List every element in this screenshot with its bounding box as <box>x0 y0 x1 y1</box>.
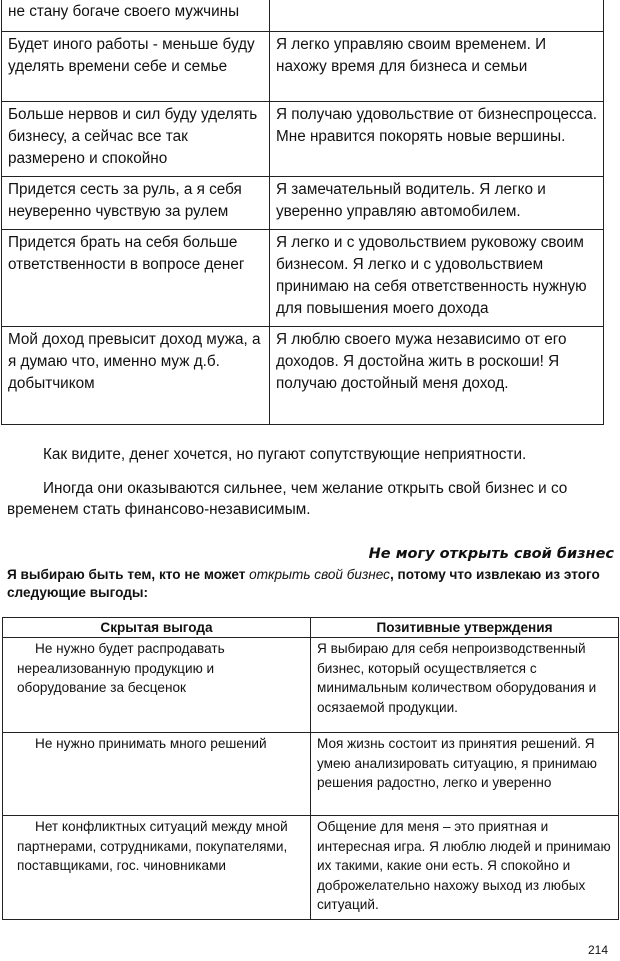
table-cell: Общение для меня – это приятная и интересная игра. Я люблю людей и принимаю их такими, какие они есть. Я спокойно и доброжелательно нахожу выход из любых ситуаций. <box>311 816 619 920</box>
table-row <box>2 177 604 230</box>
table-cell: Нет конфликтных ситуаций между мной партнерами, сотрудниками, покупателями, поставщиками, гос. чиновниками <box>3 816 311 920</box>
table-cell: Придется брать на себя больше ответственности в вопросе денег <box>2 230 270 327</box>
column-header: Позитивные утверждения <box>311 618 619 638</box>
column-header: Скрытая выгода <box>3 618 311 638</box>
table-header-row <box>3 618 619 638</box>
table-row <box>2 32 604 102</box>
intro-text-start: Я выбираю быть тем, кто не может <box>7 567 250 582</box>
table-row <box>3 638 619 733</box>
table-cell: Не нужно принимать много решений <box>3 733 311 816</box>
paragraph-2: Иногда они оказываются сильнее, чем желание открыть свой бизнес и со временем стать финансово-независимым. <box>7 480 568 518</box>
table-cell: Придется сесть за руль, а я себя неуверенно чувствую за рулем <box>2 177 270 230</box>
beliefs-table-1 <box>1 0 604 425</box>
section-intro <box>7 566 615 602</box>
table-cell: Я получаю удовольствие от бизнеспроцесса. Мне нравится покорять новые вершины. <box>270 102 604 177</box>
table-cell: Я выбираю для себя непроизводственный бизнес, который осуществляется с минимальным количеством оборудования и осязаемой продукции. <box>311 638 619 733</box>
table-row <box>3 816 619 920</box>
table-row <box>2 230 604 327</box>
table-row <box>2 327 604 425</box>
intro-text-italic: открыть свой бизнес <box>249 567 390 582</box>
paragraph-1: Как видите, денег хочется, но пугают сопутствующие неприятности. <box>43 446 527 463</box>
table-cell: Будет иного работы - меньше буду уделять времени себе и семье <box>2 32 270 102</box>
table-cell: Мой доход превысит доход мужа, а я думаю что, именно муж д.б. добытчиком <box>2 327 270 425</box>
section-heading: Не могу открыть свой бизнес <box>368 546 614 562</box>
table-row <box>3 733 619 816</box>
table-cell: Больше нервов и сил буду уделять бизнесу, а сейчас все так размерено и спокойно <box>2 102 270 177</box>
table-cell: Я легко управляю своим временем. И нахожу время для бизнеса и семьи <box>270 32 604 102</box>
table-row <box>2 102 604 177</box>
table-cell: Я люблю своего мужа независимо от его доходов. Я достойна жить в роскоши! Я получаю достойный меня доход. <box>270 327 604 425</box>
intro-text-end: , потому что извлекаю из этого следующие выгоды: <box>7 567 600 600</box>
table-cell <box>270 0 604 32</box>
page-number: 214 <box>587 943 608 957</box>
table-cell: Я замечательный водитель. Я легко и уверенно управляю автомобилем. <box>270 177 604 230</box>
table-cell: Моя жизнь состоит из принятия решений. Я умею анализировать ситуацию, я принимаю решения радостно, легко и уверенно <box>311 733 619 816</box>
table-cell: Не нужно будет распродавать нереализованную продукцию и оборудование за бесценок <box>3 638 311 733</box>
table-row <box>2 0 604 32</box>
table-cell: Я легко и с удовольствием руковожу своим бизнесом. Я легко и с удовольствием принимаю на себя ответственность нужную для повышения моего дохода <box>270 230 604 327</box>
benefits-table <box>2 617 619 920</box>
table-cell: не стану богаче своего мужчины <box>2 0 270 32</box>
